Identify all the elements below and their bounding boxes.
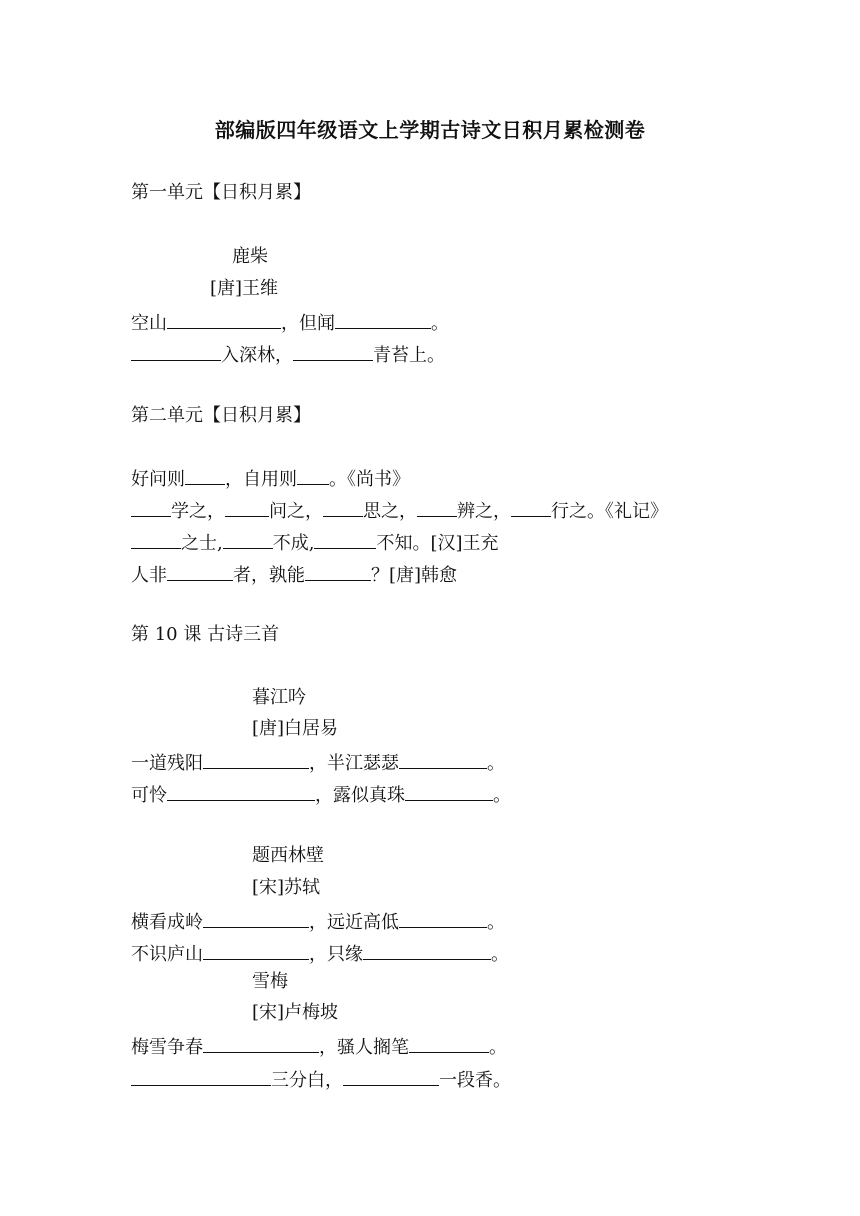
unit2-heading: 第二单元【日积月累】 [131, 405, 311, 426]
answer-blank[interactable] [185, 465, 225, 485]
poem-title-xuemei: 雪梅 [252, 971, 288, 992]
answer-blank[interactable] [335, 309, 431, 329]
answer-blank[interactable] [314, 529, 376, 549]
answer-blank[interactable] [203, 940, 309, 960]
poem-author-sushi: [宋]苏轼 [252, 877, 321, 898]
poem-line: 一道残阳 ，半江瑟瑟 。 [131, 749, 505, 776]
answer-blank[interactable] [131, 1066, 271, 1086]
answer-blank[interactable] [343, 1066, 439, 1086]
answer-blank[interactable] [131, 341, 221, 361]
answer-blank[interactable] [203, 1033, 319, 1053]
poem-title-luchai: 鹿柴 [232, 246, 268, 267]
answer-blank[interactable] [225, 497, 269, 517]
answer-blank[interactable] [511, 497, 551, 517]
answer-blank[interactable] [399, 908, 487, 928]
answer-blank[interactable] [167, 309, 281, 329]
poem-title-mujiangyin: 暮江吟 [252, 687, 306, 708]
answer-blank[interactable] [297, 465, 329, 485]
answer-blank[interactable] [409, 1033, 489, 1053]
answer-blank[interactable] [305, 561, 371, 581]
answer-blank[interactable] [131, 497, 171, 517]
answer-blank[interactable] [405, 781, 493, 801]
proverb-line: 学之， 问之， 思之， 辨之， 行之。《礼记》 [131, 497, 668, 524]
poem-author-wangwei: [唐]王维 [210, 278, 279, 299]
answer-blank[interactable] [203, 908, 309, 928]
poem-line: 三分白， 一段香。 [131, 1066, 511, 1093]
answer-blank[interactable] [167, 781, 315, 801]
answer-blank[interactable] [323, 497, 363, 517]
poem-line: 横看成岭 ，远近高低 。 [131, 908, 505, 935]
answer-blank[interactable] [203, 749, 309, 769]
unit1-heading: 第一单元【日积月累】 [131, 182, 311, 203]
poem-title-tixilinbi: 题西林壁 [252, 845, 324, 866]
proverb-line: 人非 者，孰能 ？[唐]韩愈 [131, 561, 457, 588]
answer-blank[interactable] [417, 497, 457, 517]
poem-line: 可怜 ，露似真珠 。 [131, 781, 511, 808]
answer-blank[interactable] [167, 561, 233, 581]
poem-author-lumeipo: [宋]卢梅坡 [252, 1002, 339, 1023]
answer-blank[interactable] [399, 749, 487, 769]
lesson10-heading: 第 10 课 古诗三首 [131, 624, 280, 645]
poem-line: 空山 ，但闻 。 [131, 309, 449, 336]
proverb-line: 之士, 不成, 不知。[汉]王充 [131, 529, 499, 556]
poem-line: 入深林， 青苔上。 [131, 341, 445, 368]
answer-blank[interactable] [293, 341, 373, 361]
page-title: 部编版四年级语文上学期古诗文日积月累检测卷 [214, 118, 646, 142]
answer-blank[interactable] [223, 529, 273, 549]
proverb-line: 好问则 ，自用则 。《尚书》 [131, 465, 410, 492]
answer-blank[interactable] [363, 940, 491, 960]
poem-line: 梅雪争春 ，骚人搁笔 。 [131, 1033, 507, 1060]
poem-line: 不识庐山 ，只缘 。 [131, 940, 509, 967]
poem-author-baijuyi: [唐]白居易 [252, 718, 339, 739]
answer-blank[interactable] [131, 529, 181, 549]
